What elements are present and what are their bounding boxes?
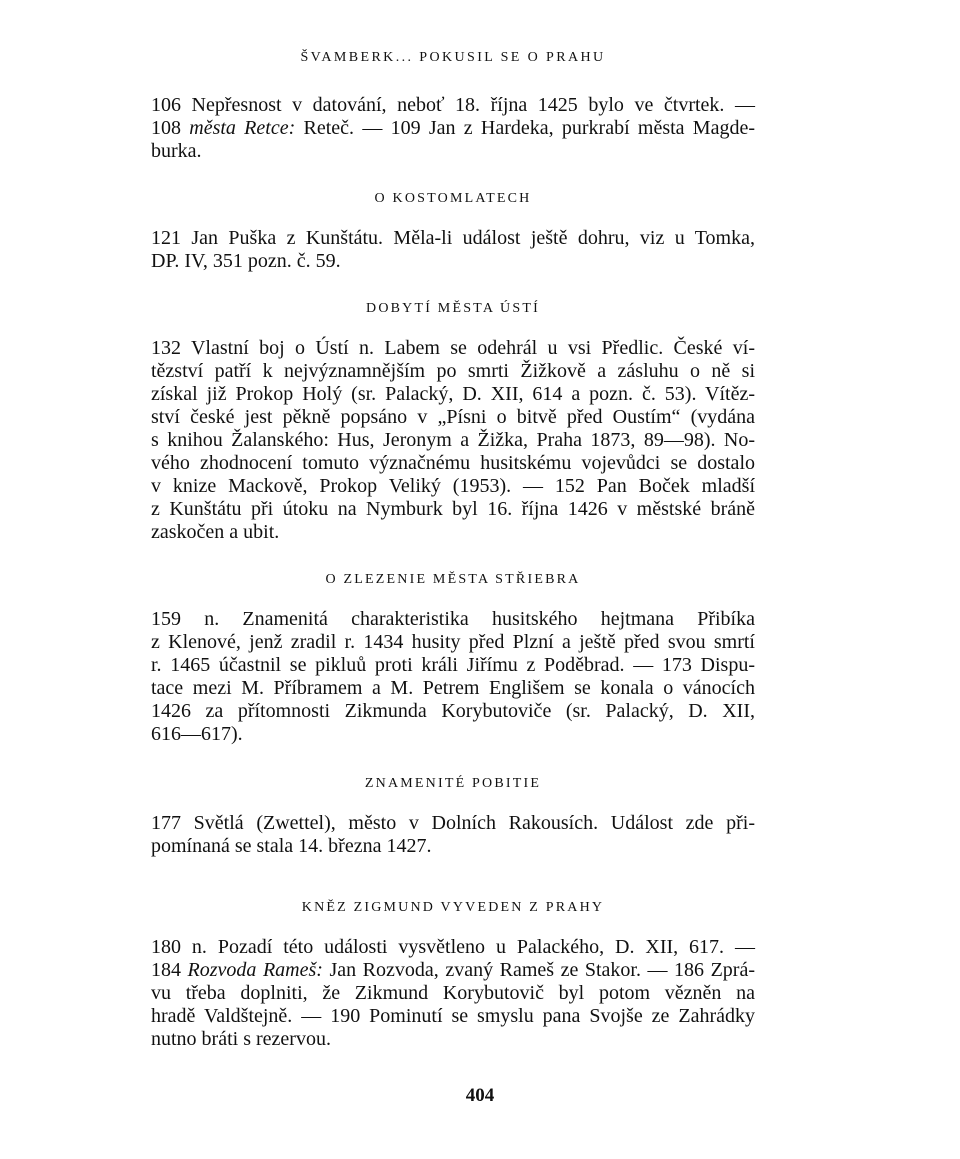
note-line: 159 n. Znamenitá charakteristika husitského hejtmana Přibíka (151, 608, 755, 630)
section-heading: KNĚZ ZIGMUND VYVEDEN Z PRAHY (301, 900, 605, 915)
note-line: 132 Vlastní boj o Ústí n. Labem se odehrál u vsi Předlic. České ví- (151, 337, 755, 359)
note-line: tace mezi M. Příbramem a M. Petrem Englišem se konala o vánocích (151, 677, 755, 699)
note-line: z Klenové, jenž zradil r. 1434 husity před Plzní a ještě před svou smrtí (151, 631, 755, 653)
note-line: 121 Jan Puška z Kunštátu. Měla-li událost ještě dohru, viz u Tomka, (151, 227, 755, 249)
intro-note (151, 94, 755, 163)
note-line: s knihou Žalanského: Hus, Jeronym a Žižka, Praha 1873, 89—98). No- (151, 429, 755, 451)
note-line: tězství patří k nejvýznamnějším po smrti Žižkově a zásluhu o ně si (151, 360, 755, 382)
note-line: vu třeba doplniti, že Zikmund Korybutovič byl potom vězněn na (151, 982, 755, 1004)
section-note (151, 227, 755, 273)
section-heading: DOBYTÍ MĚSTA ÚSTÍ (366, 301, 540, 316)
document-page (151, 50, 755, 1051)
note-line: 1426 za přítomnosti Zikmunda Korybutoviče (sr. Palacký, D. XII, (151, 700, 755, 722)
note-line: vého zhodnocení tomuto význačnému husitskému vojevůdci se dostalo (151, 452, 755, 474)
note-line: 616—617). (151, 723, 243, 745)
section-note (151, 608, 755, 746)
note-line: získal již Prokop Holý (sr. Palacký, D. XII, 614 a pozn. č. 53). Vítěz- (151, 383, 755, 405)
note-line: 184 Rozvoda Rameš: Jan Rozvoda, zvaný Rameš ze Stakor. — 186 Zprá- (151, 959, 756, 981)
note-line: zaskočen a ubit. (151, 521, 280, 543)
section-heading: O KOSTOMLATECH (374, 191, 532, 206)
note-line: 106 Nepřesnost v datování, neboť 18. října 1425 bylo ve čtvrtek. — (151, 94, 755, 116)
section-heading: O ZLEZENIE MĚSTA STŘIEBRA (325, 572, 581, 587)
running-head: ŠVAMBERK... POKUSIL SE O PRAHU (300, 50, 606, 65)
note-line: pomínaná se stala 14. března 1427. (151, 835, 432, 857)
note-line: 180 n. Pozadí této události vysvětleno u Palackého, D. XII, 617. — (151, 936, 755, 958)
note-line: z Kunštátu při útoku na Nymburk byl 16. října 1426 v městské bráně (151, 498, 755, 520)
italic-reference: Rozvoda Rameš: (187, 959, 323, 981)
page-number: 404 (465, 1085, 495, 1106)
italic-reference: města Retce: (189, 117, 296, 139)
note-line: v knize Mackově, Prokop Veliký (1953). — 152 Pan Boček mladší (151, 475, 755, 497)
note-line: hradě Valdštejně. — 190 Pominutí se smyslu pana Svojše ze Zahrádky (151, 1005, 755, 1027)
section-note (151, 936, 755, 1051)
section-note (151, 337, 755, 544)
note-line: nutno bráti s rezervou. (151, 1028, 331, 1050)
note-line: DP. IV, 351 pozn. č. 59. (151, 250, 341, 272)
note-line: burka. (151, 140, 202, 162)
note-line: r. 1465 účastnil se pikluů proti králi Jiřímu z Poděbrad. — 173 Dispu- (151, 654, 755, 676)
section-note (151, 812, 755, 858)
note-line: ství české jest pěkně popsáno v „Písni o bitvě před Oustím“ (vydána (151, 406, 755, 428)
section-heading: ZNAMENITÉ POBITIE (364, 776, 542, 791)
note-line: 177 Světlá (Zwettel), město v Dolních Rakousích. Událost zde při- (151, 812, 755, 834)
note-line: 108 města Retce: Reteč. — 109 Jan z Hardeka, purkrabí města Magde- (151, 117, 756, 139)
